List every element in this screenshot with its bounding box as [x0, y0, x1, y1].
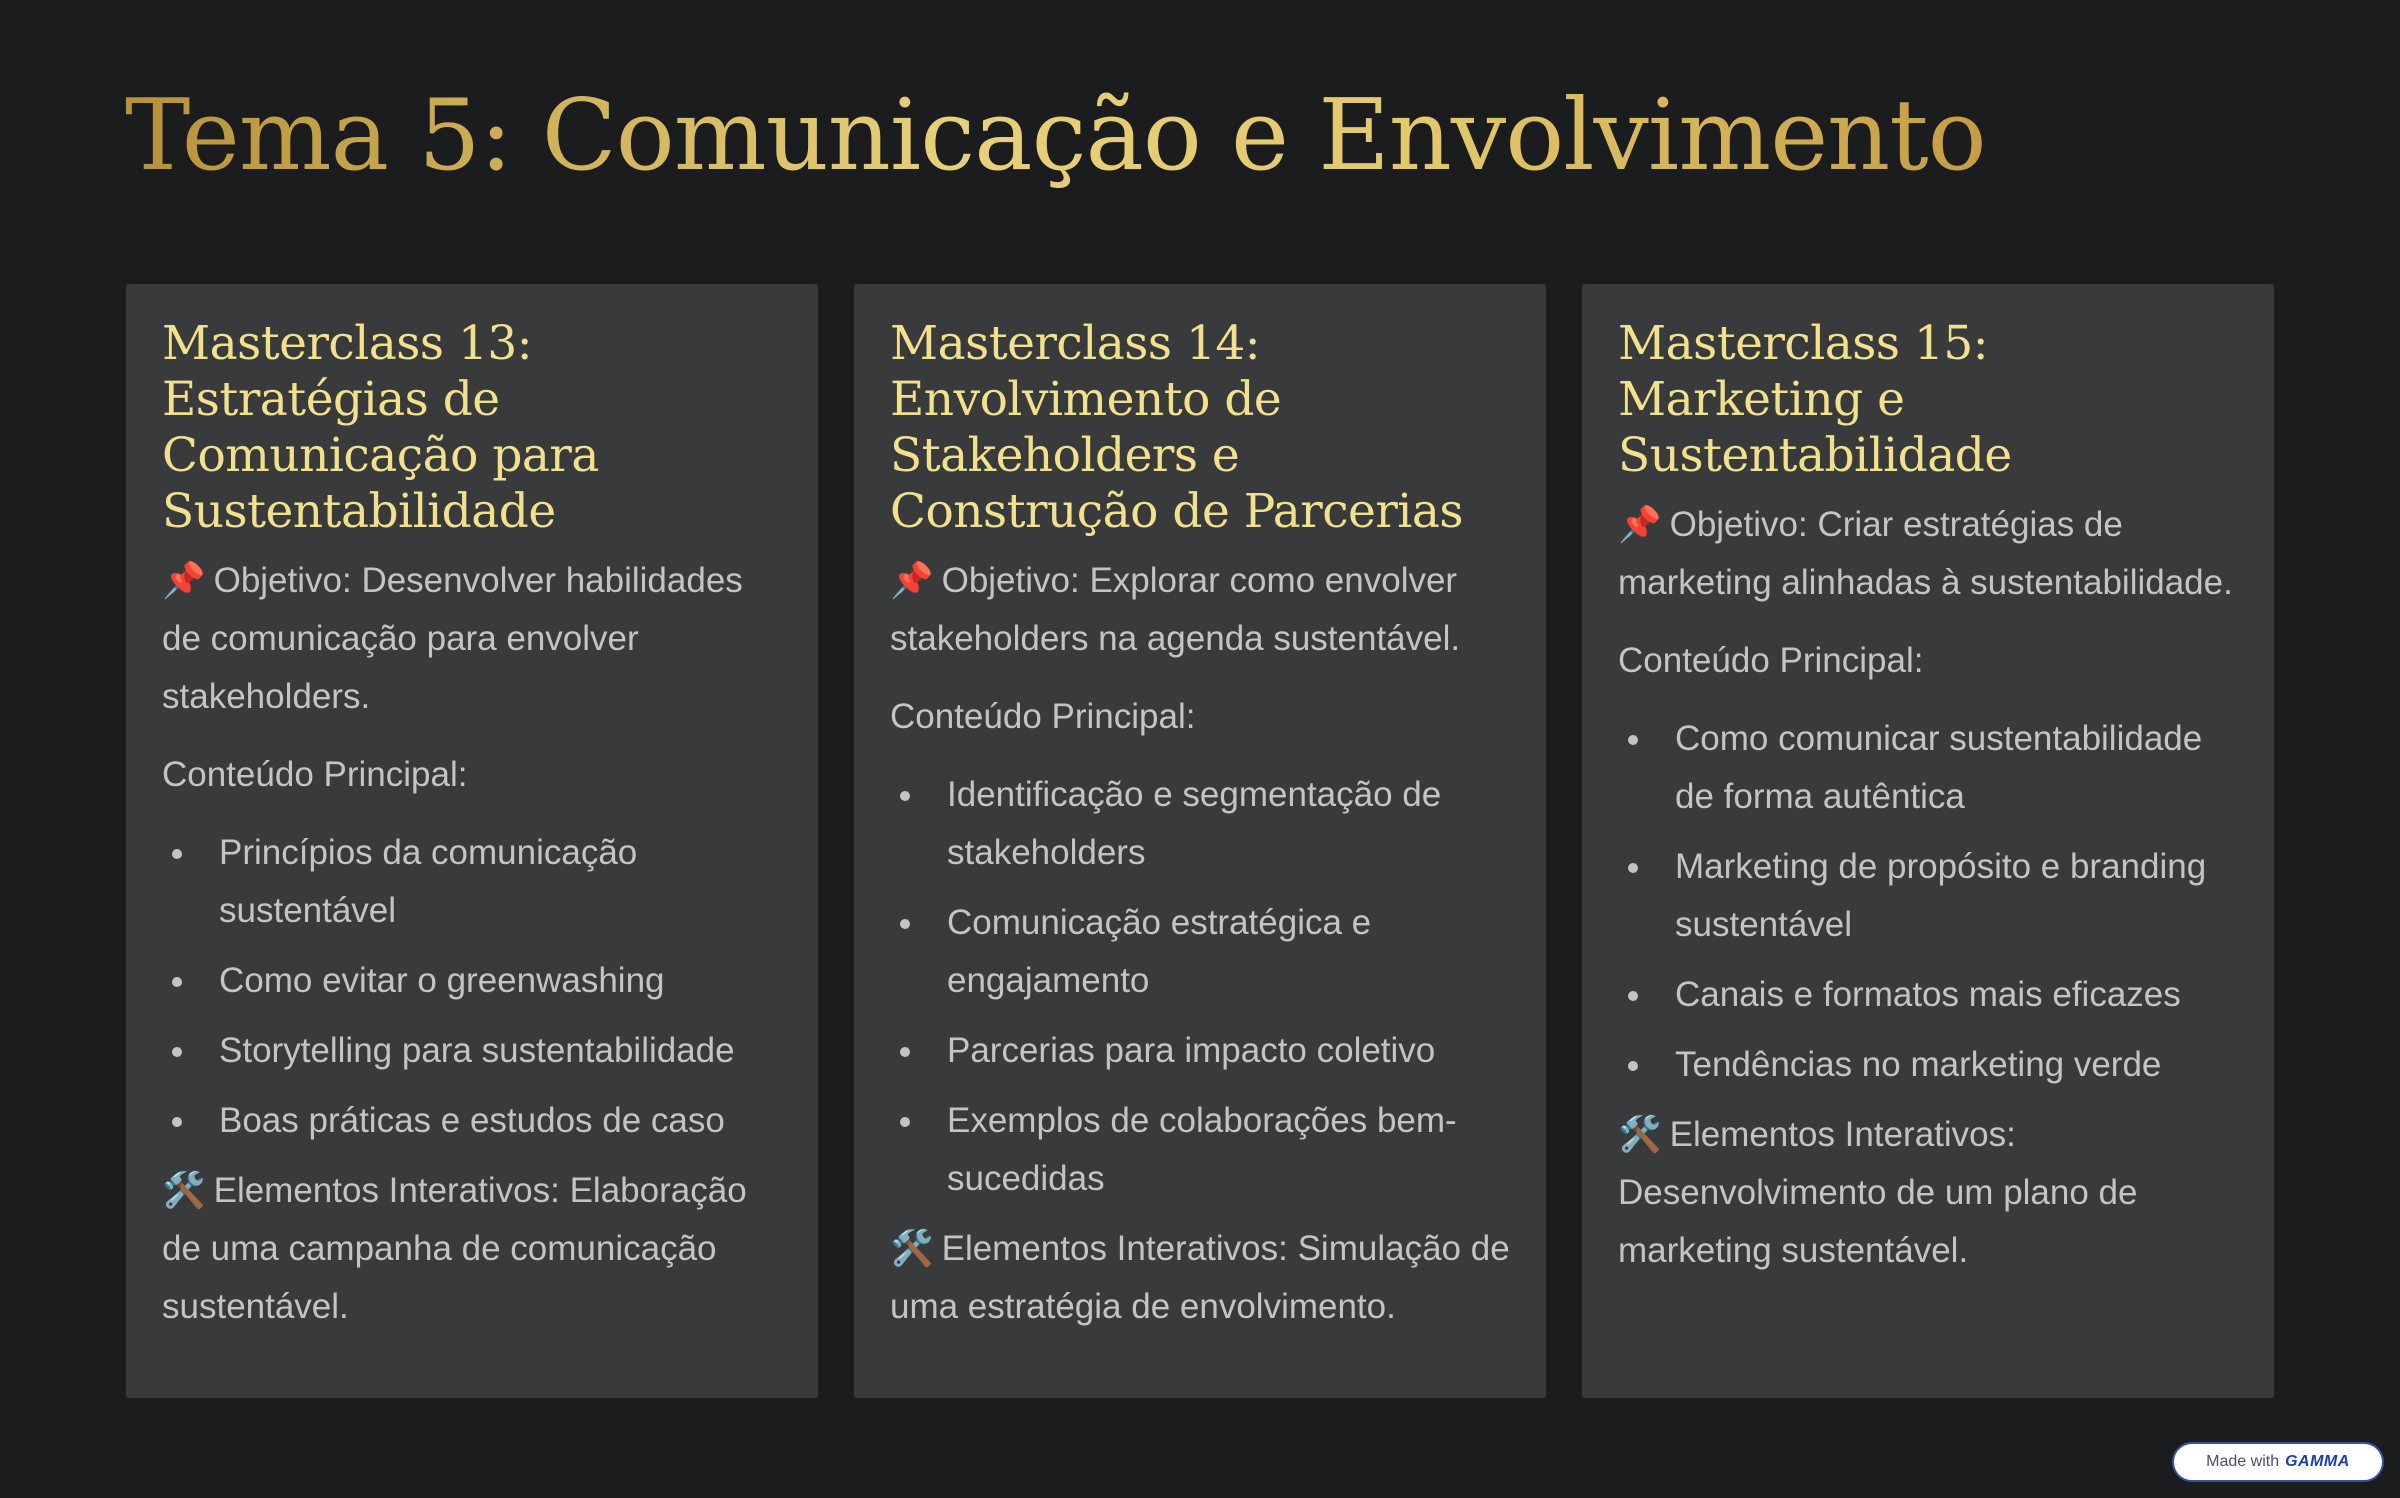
- content-list: [1618, 710, 2238, 1094]
- list-item-text: Comunicação estratégica e engajamento: [947, 903, 1372, 1000]
- badge-prefix: Made with: [2206, 1453, 2280, 1470]
- list-item: [1618, 838, 2238, 954]
- card-objective: [162, 552, 782, 726]
- list-item: [162, 952, 782, 1010]
- list-item-text: Canais e formatos mais eficazes: [1675, 975, 2181, 1014]
- masterclass-card-14: [854, 284, 1546, 1398]
- list-item: [890, 766, 1510, 882]
- list-item-text: Storytelling para sustentabilidade: [219, 1031, 735, 1070]
- pushpin-icon: 📌: [162, 561, 206, 601]
- list-item-text: Tendências no marketing verde: [1675, 1045, 2162, 1084]
- content-heading: Conteúdo Principal:: [1618, 641, 1924, 680]
- content-list: [890, 766, 1510, 1208]
- objective-text: Objetivo: Criar estratégias de marketing alinhadas à sustentabilidade.: [1618, 505, 2233, 602]
- list-item-text: Como comunicar sustentabilidade de forma autêntica: [1675, 719, 2203, 816]
- card-title: Masterclass 15: Marketing e Sustentabilidade: [1618, 316, 2012, 483]
- card-title: Masterclass 14: Envolvimento de Stakeholders e Construção de Parcerias: [890, 316, 1463, 539]
- list-item: [1618, 966, 2238, 1024]
- content-list: [162, 824, 782, 1150]
- list-item: [162, 1022, 782, 1080]
- list-item: [890, 1022, 1510, 1080]
- page-title: Tema 5: Comunicação e Envolvimento: [125, 78, 1986, 196]
- list-item-text: Como evitar o greenwashing: [219, 961, 665, 1000]
- interactive-text: Elementos Interativos: Elaboração de uma campanha de comunicação sustentável.: [162, 1171, 747, 1326]
- bullet-icon: [900, 919, 910, 929]
- masterclass-cards: [126, 284, 2274, 1398]
- objective-text: Objetivo: Explorar como envolver stakeholders na agenda sustentável.: [890, 561, 1461, 658]
- card-title: Masterclass 13: Estratégias de Comunicação para Sustentabilidade: [162, 316, 599, 539]
- list-item-text: Princípios da comunicação sustentável: [219, 833, 638, 930]
- bullet-icon: [172, 1117, 182, 1127]
- list-item: [162, 824, 782, 940]
- list-item: [890, 1092, 1510, 1208]
- interactive-text: Elementos Interativos: Simulação de uma estratégia de envolvimento.: [890, 1229, 1510, 1326]
- bullet-icon: [1628, 863, 1638, 873]
- list-item: [1618, 710, 2238, 826]
- gamma-logo-text: GAMMA: [2285, 1453, 2350, 1470]
- bullet-icon: [1628, 1061, 1638, 1071]
- hammer-and-wrench-icon: 🛠️: [1618, 1115, 1662, 1155]
- pushpin-icon: 📌: [1618, 505, 1662, 545]
- content-heading: Conteúdo Principal:: [162, 755, 468, 794]
- list-item-text: Boas práticas e estudos de caso: [219, 1101, 725, 1140]
- bullet-icon: [1628, 735, 1638, 745]
- masterclass-card-13: [126, 284, 818, 1398]
- bullet-icon: [900, 791, 910, 801]
- list-item-text: Parcerias para impacto coletivo: [947, 1031, 1436, 1070]
- bullet-icon: [172, 977, 182, 987]
- card-interactive-elements: [1618, 1106, 2238, 1280]
- list-item-text: Marketing de propósito e branding sustentável: [1675, 847, 2207, 944]
- card-interactive-elements: [890, 1220, 1510, 1336]
- card-interactive-elements: [162, 1162, 782, 1336]
- card-objective: [1618, 496, 2238, 612]
- objective-text: Objetivo: Desenvolver habilidades de comunicação para envolver stakeholders.: [162, 561, 743, 716]
- bullet-icon: [172, 1047, 182, 1057]
- bullet-icon: [900, 1047, 910, 1057]
- list-item: [162, 1092, 782, 1150]
- masterclass-card-15: [1582, 284, 2274, 1398]
- content-heading: Conteúdo Principal:: [890, 697, 1196, 736]
- bullet-icon: [1628, 991, 1638, 1001]
- interactive-text: Elementos Interativos: Desenvolvimento de um plano de marketing sustentável.: [1618, 1115, 2138, 1270]
- list-item-text: Identificação e segmentação de stakeholders: [947, 775, 1442, 872]
- hammer-and-wrench-icon: 🛠️: [890, 1229, 934, 1269]
- list-item-text: Exemplos de colaborações bem-sucedidas: [947, 1101, 1457, 1198]
- bullet-icon: [900, 1117, 910, 1127]
- card-objective: [890, 552, 1510, 668]
- pushpin-icon: 📌: [890, 561, 934, 601]
- list-item: [890, 894, 1510, 1010]
- list-item: [1618, 1036, 2238, 1094]
- made-with-gamma-badge[interactable]: [2172, 1442, 2384, 1482]
- bullet-icon: [172, 849, 182, 859]
- hammer-and-wrench-icon: 🛠️: [162, 1171, 206, 1211]
